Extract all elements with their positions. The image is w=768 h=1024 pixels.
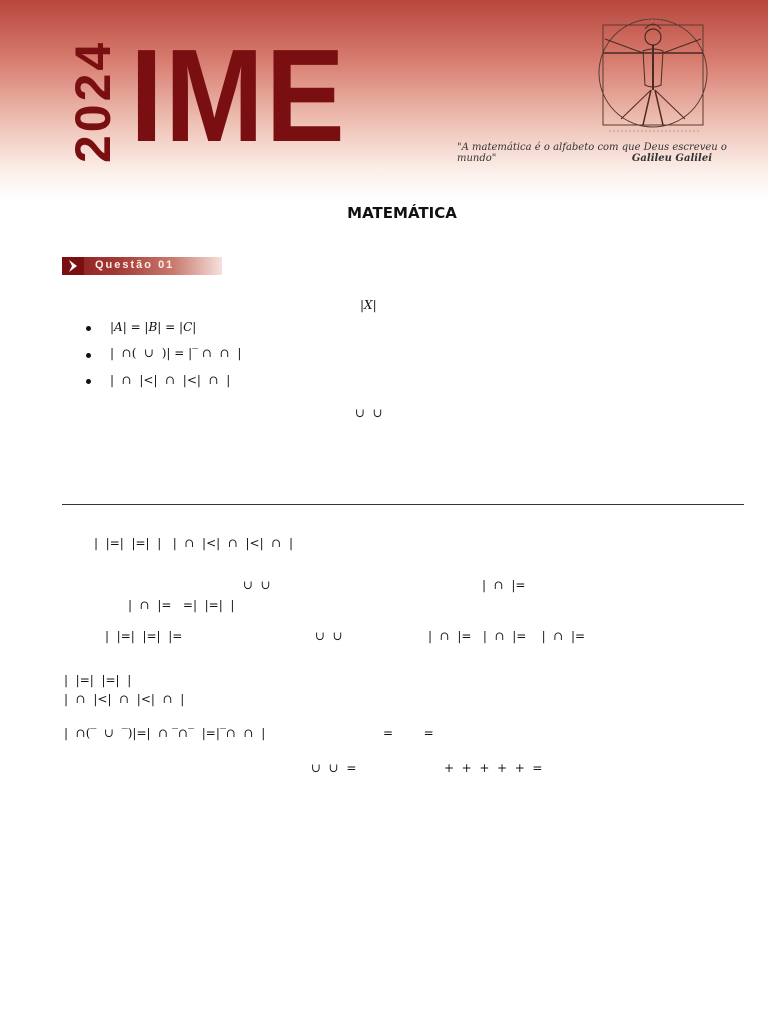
question-badge bbox=[62, 257, 222, 275]
bullet-icon bbox=[86, 353, 91, 358]
solution-line: | ∩ |= bbox=[482, 578, 526, 592]
solution-line: | |=| |=| |= bbox=[105, 629, 183, 643]
solution-line: | ∩ |= =| |=| | bbox=[128, 598, 235, 612]
solution-line: | |=| |=| | bbox=[64, 673, 132, 687]
solution-line: | ∩(‾ ∪ ‾)|=| ∩ ‾∩‾ |=|‾∩ ∩ | bbox=[64, 726, 266, 740]
section-title: MATEMÁTICA bbox=[347, 204, 457, 222]
year-label: 2024 bbox=[65, 39, 121, 163]
solution-line: ∪ ∪ = bbox=[311, 761, 357, 775]
header-banner bbox=[0, 0, 768, 200]
bullet-icon bbox=[86, 379, 91, 384]
solution-line: ∪ ∪ bbox=[315, 629, 343, 643]
solution-line: + + + + + = bbox=[444, 761, 543, 775]
question-badge-label: Questão 01 bbox=[95, 259, 175, 271]
solution-line: | |=| |=| | | ∩ |<| ∩ |<| ∩ | bbox=[94, 536, 294, 550]
bullet-icon bbox=[86, 326, 91, 331]
vitruvian-man-illustration bbox=[585, 15, 735, 140]
solution-line: | ∩ |<| ∩ |<| ∩ | bbox=[64, 692, 185, 706]
header-quote: "A matemática é o alfabeto com que Deus escreveu o mundo" bbox=[457, 142, 727, 164]
brand-logo: IME bbox=[130, 22, 347, 169]
section-divider bbox=[62, 504, 744, 505]
solution-line: | ∩ |= | ∩ |= | ∩ |= bbox=[428, 629, 586, 643]
solution-line: = = bbox=[383, 726, 434, 740]
quote-author: Galileu Galilei bbox=[631, 153, 712, 164]
solution-line: ∪ ∪ bbox=[243, 578, 271, 592]
chevron-right-icon bbox=[62, 257, 84, 275]
statement-question: ∪ ∪ bbox=[355, 406, 383, 420]
condition-3: | ∩ |<| ∩ |<| ∩ | bbox=[110, 373, 231, 387]
condition-2: | ∩( ∪ )| = |‾ ∩ ∩ | bbox=[110, 346, 242, 360]
statement-intro: |X| bbox=[360, 298, 377, 312]
condition-1: |A| = |B| = |C| bbox=[110, 320, 197, 334]
